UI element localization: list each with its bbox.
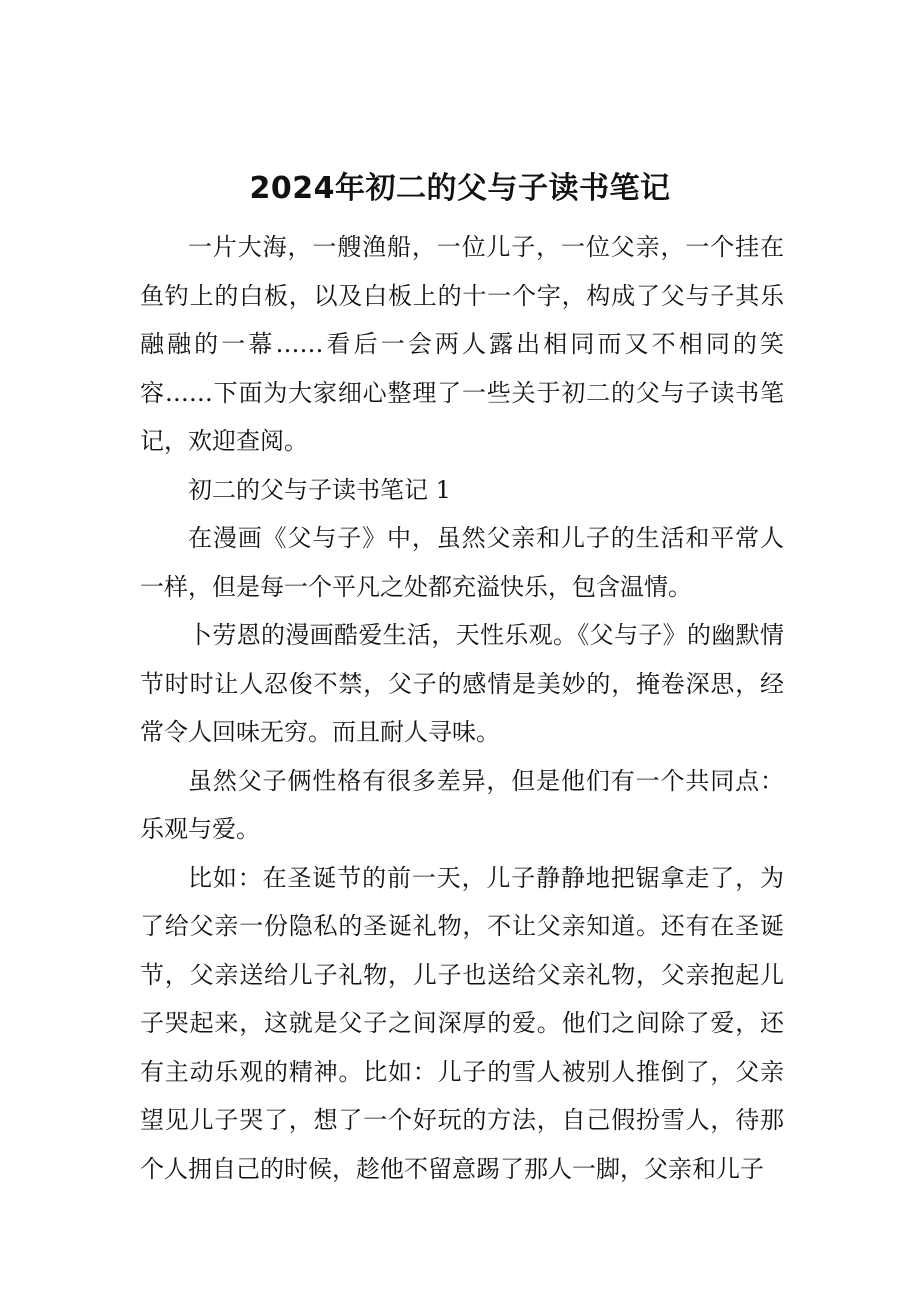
document-body — [140, 223, 784, 1193]
intro-paragraph: 一片大海，一艘渔船，一位儿子，一位父亲，一个挂在鱼钓上的白板，以及白板上的十一个字，构成了父与子其乐融融的一幕……看后一会两人露出相同而又不相同的笑容……下面为大家细心整理了一些关于初二的父与子读书笔记，欢迎查阅。 — [140, 233, 784, 455]
section-heading: 初二的父与子读书笔记 1 — [188, 475, 451, 504]
body-paragraph: 比如：在圣诞节的前一天，儿子静静地把锯拿走了，为了给父亲一份隐私的圣诞礼物，不让父亲知道。还有在圣诞节，父亲送给儿子礼物，儿子也送给父亲礼物，父亲抱起儿子哭起来，这就是父子之间深厚的爱。他们之间除了爱，还有主动乐观的精神。比如：儿子的雪人被别人推倒了，父亲望见儿子哭了，想了一个好玩的方法，自己假扮雪人，待那个人拥自己的时候，趁他不留意踢了那人一脚，父亲和儿子 — [140, 863, 784, 1183]
body-paragraph: 在漫画《父与子》中，虽然父亲和儿子的生活和平常人一样，但是每一个平凡之处都充溢快乐，包含温情。 — [140, 524, 784, 601]
document-title: 2024年初二的父与子读书笔记 — [249, 171, 671, 207]
body-paragraph: 卜劳恩的漫画酷爱生活，天性乐观。《父与子》的幽默情节时时让人忍俊不禁，父子的感情是美妙的，掩卷深思，经常令人回味无穷。而且耐人寻味。 — [140, 621, 784, 746]
body-paragraph: 虽然父子俩性格有很多差异，但是他们有一个共同点：乐观与爱。 — [140, 766, 784, 843]
